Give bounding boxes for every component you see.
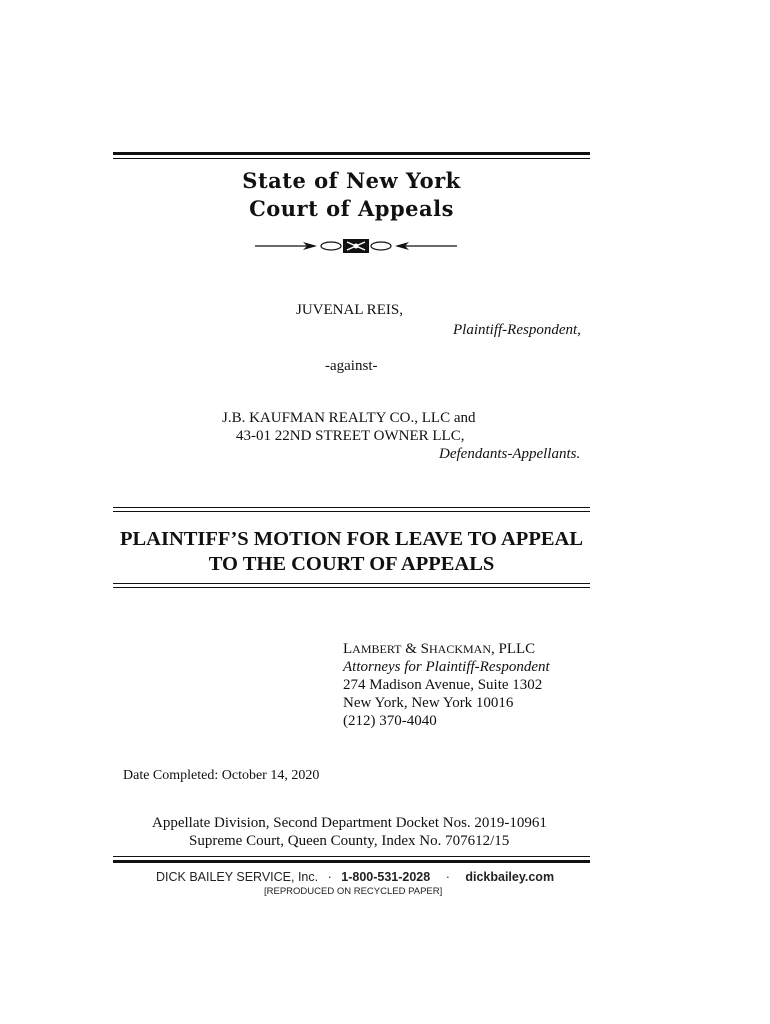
bottom-rule-thin <box>113 856 590 857</box>
court-state-heading: State of New York <box>242 168 461 193</box>
law-firm-name: LAMBERT & SHACKMAN, PLLC <box>343 641 536 657</box>
against-label: -against- <box>325 358 378 374</box>
date-completed: Date Completed: October 14, 2020 <box>123 768 320 783</box>
counsel-role: Attorneys for Plaintiff-Respondent <box>343 659 550 675</box>
title-rule-bottom-1 <box>113 583 590 584</box>
counsel-address-1: 274 Madison Avenue, Suite 1302 <box>343 677 543 693</box>
ornament-divider-icon <box>255 236 457 256</box>
docket-line-2: Supreme Court, Queen County, Index No. 707612/15 <box>189 833 510 849</box>
title-rule-top-1 <box>113 507 590 508</box>
top-rule-thin <box>113 158 590 159</box>
printer-website: dickbailey.com <box>465 870 555 884</box>
top-rule-thick <box>113 152 590 155</box>
plaintiff-name: JUVENAL REIS, <box>296 302 403 318</box>
recycled-paper-note: [REPRODUCED ON RECYCLED PAPER] <box>264 886 443 897</box>
document-title-line-2: TO THE COURT OF APPEALS <box>208 553 495 575</box>
footer-separator-1: · <box>327 870 332 884</box>
document-title-line-1: PLAINTIFF’S MOTION FOR LEAVE TO APPEAL <box>119 528 584 550</box>
footer-separator-2: · <box>445 870 450 884</box>
defendant-line-2: 43-01 22ND STREET OWNER LLC, <box>236 428 465 444</box>
printer-phone: 1-800-531-2028 <box>341 870 431 884</box>
counsel-address-2: New York, New York 10016 <box>343 695 514 711</box>
printer-name: DICK BAILEY SERVICE, Inc. <box>156 870 319 884</box>
defendant-role: Defendants-Appellants. <box>439 446 581 462</box>
plaintiff-role: Plaintiff-Respondent, <box>453 322 581 338</box>
court-name-heading: Court of Appeals <box>249 196 454 221</box>
title-rule-top-2 <box>113 511 590 512</box>
title-rule-bottom-2 <box>113 587 590 588</box>
docket-line-1: Appellate Division, Second Department Docket Nos. 2019-10961 <box>152 815 547 831</box>
bottom-rule-thick <box>113 860 590 863</box>
defendant-line-1: J.B. KAUFMAN REALTY CO., LLC and <box>222 410 476 426</box>
counsel-phone: (212) 370-4040 <box>343 713 437 729</box>
printer-footer <box>156 870 554 884</box>
